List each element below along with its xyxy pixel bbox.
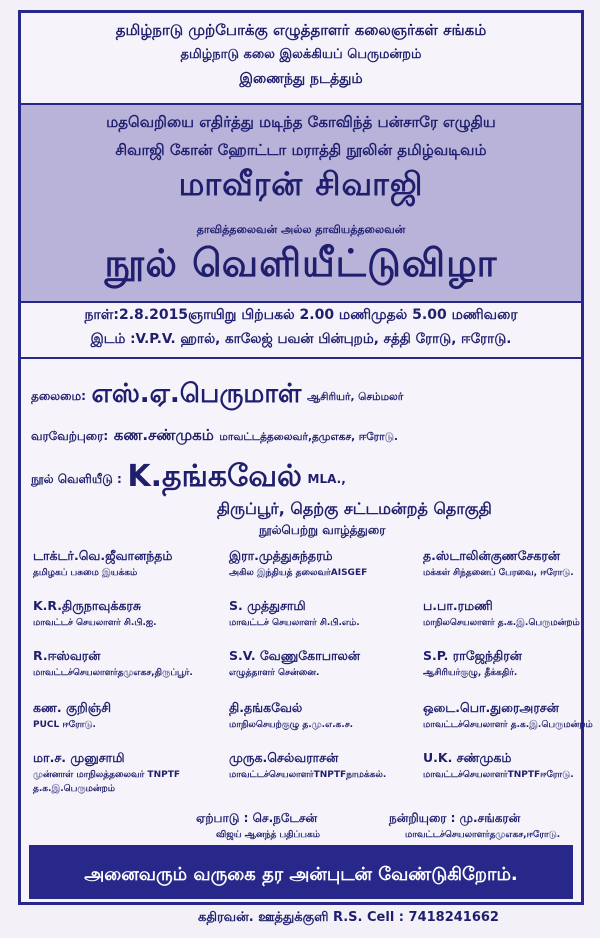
event-date: நாள்:2.8.2015ஞாயிறு பிற்பகல் 2.00 மணிமுதல் 5.00 மணிவரை	[84, 307, 518, 323]
speaker-role: மாநிலசெயலாளர் த.க.இ.பெருமன்றம்	[423, 618, 580, 628]
speaker-entry	[229, 548, 419, 579]
speaker-entry	[229, 700, 419, 731]
speaker-role: அகில இந்தியத் தலைவர்AISGEF	[229, 568, 368, 578]
release-suffix: MLA.,	[307, 472, 346, 486]
speaker-name: U.K. சண்முகம்	[423, 750, 512, 765]
speaker-role: மாவட்டச் செயலாளர் சி.பி.ஐ.	[33, 618, 157, 628]
speaker-entry	[423, 648, 600, 679]
speaker-role: மாவட்டச் செயலாளர் சி.பி.எம்.	[229, 618, 360, 628]
speaker-name: S.V. வேணுகோபாலன்	[229, 648, 361, 663]
speaker-name: தி.தங்கவேல்	[229, 700, 303, 715]
book-intro-line-1: மதவெறியை எதிர்த்து மடிந்த கோவிந்த் பன்சாரே எழுதிய	[106, 113, 496, 131]
chair-name: எஸ்.ஏ.பெருமாள்	[91, 379, 302, 409]
speaker-name: ஒடை.பொ.துரைஅரசன்	[423, 700, 559, 715]
book-tagline: தாவித்தலைவன் அல்ல தாவியத்தலைவன்	[196, 223, 406, 236]
release-label: நூல் வெளியீடு :	[31, 472, 122, 486]
speaker-entry	[33, 700, 223, 731]
thanks-label: நன்றியுரை :	[389, 811, 456, 825]
organiser-role: விஜய் ஆனந்த் பதிப்பகம்	[216, 830, 320, 840]
organiser-row	[196, 811, 386, 841]
speaker-entry	[423, 548, 600, 579]
book-intro-line-2: சிவாஜி கோன் ஹோட்டா மராத்தி நூலின் தமிழ்வடிவம்	[115, 141, 487, 159]
speaker-entry	[229, 648, 419, 679]
speaker-name: K.R.திருநாவுக்கரசு	[33, 598, 141, 613]
receive-label: நூல்பெற்று வாழ்த்துரை	[259, 523, 386, 537]
speaker-entry	[33, 548, 223, 579]
speaker-entry	[423, 750, 600, 781]
speaker-role: மக்கள் சிந்தனைப் பேரவை, ஈரோடு.	[423, 568, 574, 578]
speaker-name: த.ஸ்டாலின்குணசேகரன்	[423, 548, 560, 563]
org-name-2: தமிழ்நாடு கலை இலக்கியப் பெருமன்றம்	[180, 47, 422, 62]
speaker-entry	[423, 700, 600, 731]
thanks-role: மாவட்டச்செயலாளர்தமுஎகச,ஈரோடு.	[405, 830, 561, 840]
speaker-entry	[33, 598, 223, 629]
invitation-footer: அனைவரும் வருகை தர அன்புடன் வேண்டுகிறோம்.	[29, 845, 573, 899]
speaker-role: மாவட்டச்செயலாளர்TNPTFஈரோடு.	[423, 770, 574, 780]
invitation-frame	[18, 10, 593, 905]
section-divider	[21, 357, 581, 359]
speaker-name: இரா.முத்துசுந்தரம்	[229, 548, 333, 563]
release-row	[31, 459, 571, 498]
speaker-role: முன்னாள் மாநிலத்தலைவர் TNPTF	[33, 770, 180, 780]
speaker-entry	[229, 750, 419, 781]
speaker-role: தமிழகப் பசுமை இயக்கம்	[33, 568, 138, 578]
speaker-role: ஆசிரியர்குழு, தீக்கதிர்.	[423, 668, 518, 678]
speaker-name: கண. குறிஞ்சி	[33, 700, 112, 715]
title-band	[21, 103, 581, 303]
speaker-name: S. முத்துசாமி	[229, 598, 306, 613]
speaker-role: மாவட்டச்செயலாளர்தமுஎகச,திருப்பூர்.	[33, 668, 193, 678]
speaker-role-extra: த.க.இ.பெருமன்றம்	[33, 784, 116, 794]
organiser-label: ஏற்பாடு :	[196, 811, 249, 825]
chair-role: ஆசிரியர், செம்மலர்	[306, 391, 404, 403]
thanks-row	[389, 811, 579, 841]
speaker-role: எழுத்தாளர் சென்னை.	[229, 668, 320, 678]
speaker-name: S.P. ராஜேந்திரன்	[423, 648, 522, 663]
speaker-name: மா.ச. முனுசாமி	[33, 750, 125, 765]
release-name: K.தங்கவேல்	[127, 459, 302, 494]
jointly-organised-line: இணைந்து நடத்தும்	[239, 71, 363, 87]
event-venue: இடம் :V.P.V. ஹால், காலேஜ் பவன் பின்புறம், சத்தி ரோடு, ஈரோடு.	[90, 331, 512, 347]
thanks-name: மு.சங்கரன்	[459, 811, 521, 825]
speaker-entry	[33, 648, 223, 679]
speaker-role: மாவட்டச்செயலாளர்TNPTFநாமக்கல்.	[229, 770, 387, 780]
welcome-name: கண.சண்முகம்	[113, 426, 214, 444]
organiser-name: செ.நடேசன்	[252, 811, 318, 825]
release-role: திருப்பூர், தெற்கு சட்டமன்றத் தொகுதி	[217, 499, 492, 518]
speaker-entry	[423, 598, 600, 629]
speaker-name: ப.பா.ரமணி	[423, 598, 493, 613]
speaker-role: PUCL ஈரோடு.	[33, 720, 96, 730]
welcome-row	[31, 425, 571, 446]
printer-credit: கதிரவன். ஊத்துக்குளி R.S. Cell : 7418241662	[198, 910, 499, 925]
speaker-entry	[229, 598, 419, 629]
speaker-name: R.ஈஸ்வரன்	[33, 648, 101, 663]
speaker-name: டாக்டர்.வெ.ஜீவானந்தம்	[33, 548, 173, 563]
speaker-entry	[33, 750, 223, 795]
chair-row	[31, 379, 571, 412]
welcome-role: மாவட்டத்தலைவர்,தமுஎகச, ஈரோடு.	[219, 431, 398, 443]
speaker-role: மாவட்டச்செயலாளர் த.க.இ.பெருமன்றம்	[423, 720, 593, 730]
org-name-1: தமிழ்நாடு முற்போக்கு எழுத்தாளர் கலைஞர்கள் சங்கம்	[115, 21, 487, 39]
book-title: மாவீரன் சிவாஜி	[178, 165, 424, 203]
welcome-label: வரவேற்புரை:	[31, 429, 109, 443]
event-title: நூல் வெளியீட்டுவிழா	[104, 241, 498, 285]
chair-label: தலைமை:	[31, 389, 86, 403]
speaker-role: மாநிலசெயற்குழு த.மு.எ.க.ச.	[229, 720, 354, 730]
speaker-name: முருக.செல்வராசன்	[229, 750, 339, 765]
